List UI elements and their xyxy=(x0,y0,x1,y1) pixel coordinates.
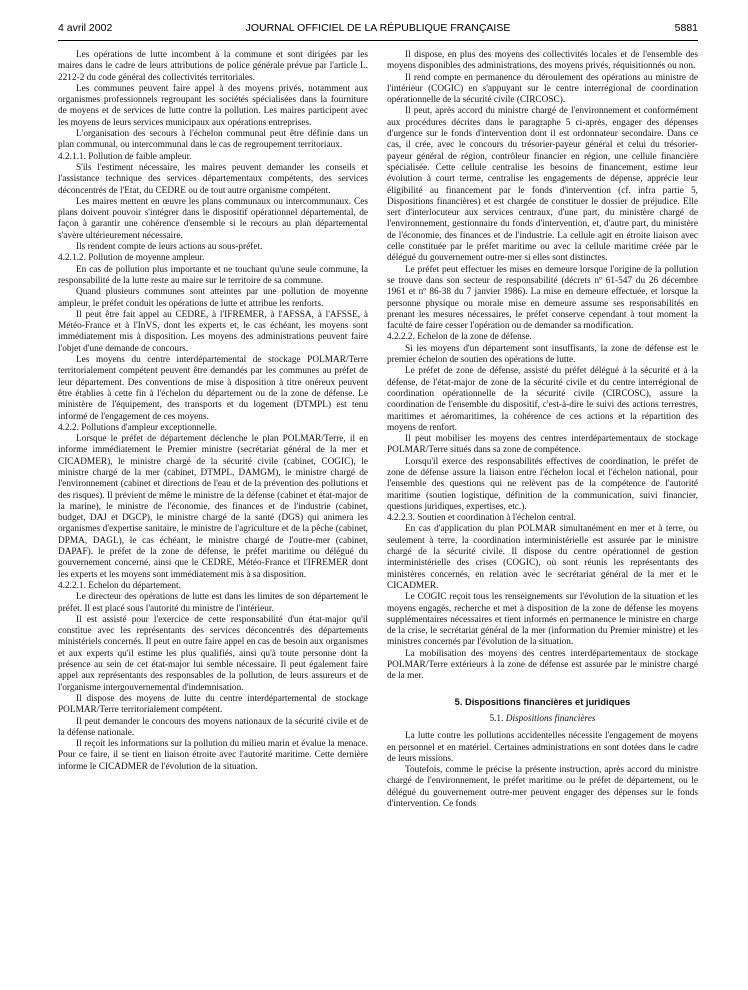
paragraph: Il dispose des moyens de lutte du centre interdépartemental de stockage POLMAR/Terre territorialement compétent. xyxy=(58,693,368,716)
paragraph: Il peut, après accord du ministre chargé de l'environnement et conformément aux procédures décrites dans le paragraphe 5 ci-après, engager des dépenses d'urgence sur le fonds d'intervention dont il est ordonnateur secondaire. Dans ce cas, il crée, avec le concours du trésorier-payeur général et celui du trésorier-payeur général de région, contrôleur financier en région, une cellule financière spécialisée. Cette cellule centralise les besoins de financement, estime leur évolution à court terme, centralise les engagements de dépense, apprécie leur éligibilité au financement par le fonds d'intervention (cf. infra partie 5, Dispositions financières) et est chargée de constituer le dossier de préjudice. Elle sert d'interlocuteur aux services centraux, d'une part, du ministère chargé de l'environnement, gestionnaire du fonds d'intervention, et, d'autre part, du ministère de l'économie, des finances et de l'industrie. La cellule agit en étroite liaison avec celle constituée par le préfet maritime ou avec la cellule maritime créée par le délégué du gouvernement outre-mer si elles sont distinctes. xyxy=(387,106,698,264)
paragraph: Il peut mobiliser les moyens des centres interdépartementaux de stockage POLMAR/Terre situés dans sa zone de compétence. xyxy=(387,434,698,456)
paragraph: Il reçoit les informations sur la pollution du milieu marin et évalue la menace. Pour ce faire, il se tient en liaison étroite avec l'autorité maritime. Cette dernière informe le CICADMER de l'évolution de la situation. xyxy=(58,739,368,772)
section-heading: 4.2.2.3. Soutien et coordination à l'échelon central. xyxy=(387,513,576,524)
subsection-number: 5.1. xyxy=(489,713,506,724)
paragraph: Lorsqu'il exerce des responsabilités effectives de coordination, le préfet de zone de défense assure la liaison entre l'échelon local et l'échelon national, pour l'ensemble des questions qui ne relèvent pas de la compétence de l'autorité maritime (soutien logistique, définition de la communication, suivi financier, questions juridiques, expertises, etc.). xyxy=(387,456,698,512)
paragraph: Le préfet peut effectuer les mises en demeure lorsque l'origine de la pollution se trouve dans son secteur de responsabilité (décrets nº 61-547 du 26 décembre 1961 et nº 86-38 du 7 janvier 1986). La mise en demeure effectuée, et lorsque la personne physique ou morale mise en demeure assume ses responsabilités en prenant les mesures nécessaires, le préfet conserve cependant à tout moment la faculté de faire cesser l'opération ou de demander sa modification. xyxy=(387,264,698,332)
paragraph: Lorsque le préfet de département déclenche le plan POLMAR/Terre, il en informe immédiatement le Premier ministre (secrétariat général de la mer et CICADMER), le ministre chargé de la sécurité civile (cabinet, COGIC), le ministre chargé de la mer (cabinet, DTMPL, DAMGM), le ministre chargé de l'environnement (cabinet et directions de l'eau et de la prévention des pollutions et des risques). Il prévient de même le ministre de la défense (cabinet et état-major de la marine), le ministre de l'économie, des finances et de l'industrie (cabinet, budget, DAJ et DGCP), le ministre chargé de la santé (DGS) qui animera les organismes d'expertise sanitaire, le ministre de l'agriculture et de la pêche (cabinet, DPMA, DAGL), le cas échéant, le ministre chargé de l'outre-mer (cabinet, DAPAF). le préfet de la zone de défense, le préfet maritime ou délégué du gouvernement concerné, ainsi que le CEDRE, Météo-France et l'IFREMER dont les experts et les moyens sont immédiatement mis à sa disposition. xyxy=(58,434,368,580)
paragraph: Quand plusieurs communes sont atteintes par une pollution de moyenne ampleur, le préfet conduit les opérations de lutte et attribue les renforts. xyxy=(58,287,368,309)
paragraph: Le COGIC reçoit tous les renseignements sur l'évolution de la situation et les moyens engagés, recherche et met à disposition de la zone de défense les moyens supplémentaires nécessaires et tient informés en permanence le ministre en charge de la crise, le secrétariat général de la mer (information du Premier ministre) et les ministres concernés par l'évolution de la situation. xyxy=(387,592,698,648)
paragraph: Il peut demander le concours des moyens nationaux de la sécurité civile et de la défense nationale. xyxy=(58,716,368,738)
paragraph: Les opérations de lutte incombent à la commune et sont dirigées par les maires dans le cadre de leurs attributions de police générale prévue par l'article L. 2212-2 du code général des collectivités territoriales. xyxy=(58,50,368,83)
page-header xyxy=(58,22,698,36)
header-rule xyxy=(58,40,698,41)
section-heading: 4.2.1.1. Pollution de faible ampleur. xyxy=(58,151,192,162)
left-column xyxy=(58,50,368,773)
paragraph: L'organisation des secours à l'échelon communal peut être définie dans un plan communal, ou intercommunal dans le cas de regroupement territoriaux. xyxy=(58,129,368,151)
section-heading: 4.2.1.2. Pollution de moyenne ampleur. xyxy=(58,253,205,264)
header-title: JOURNAL OFFICIEL DE LA RÉPUBLIQUE FRANÇAISE xyxy=(245,22,511,34)
paragraph: Toutefois, comme le précise la présente instruction, après accord du ministre chargé de l'environnement, le préfet maritime ou le préfet de département, ou le délégué du gouvernement outre-mer peuvent engager des dépenses sur le fonds d'intervention. Ce fonds xyxy=(387,765,698,809)
right-column xyxy=(387,50,698,810)
paragraph: S'ils l'estiment nécessaire, les maires peuvent demander les conseils et l'assistance technique des services départementaux compétents, des services déconcentrés de l'Etat, du CEDRE ou de tout autre organisme compétent. xyxy=(58,162,368,196)
header-date: 4 avril 2002 xyxy=(58,22,113,34)
paragraph: La lutte contre les pollutions accidentelles nécessite l'engagement de moyens en personnel et en matériel. Certaines administrations en sont dotées dans le cadre de leurs missions. xyxy=(387,731,698,764)
paragraph: Le directeur des opérations de lutte est dans les limites de son département le préfet. Il est placé sous l'autorité du ministre de l'intérieur. xyxy=(58,592,368,614)
section-heading: 4.2.2.2. Echelon de la zone de défense. xyxy=(387,332,532,343)
section-title: 5. Dispositions financières et juridiques xyxy=(454,696,631,707)
paragraph: Il est assisté pour l'exercice de cette responsabilité d'un état-major qu'il constitue avec les représentants des services déconcentrés des départements ministériels concernés. Il peut en outre faire appel en cas de besoin aux organismes et aux experts qu'il estime les plus qualifiés, ainsi qu'à toute personne dont la présence au sein de cet état-major lui semble nécessaire. Il peut également faire appel aux représentants des responsables de la pollution, de leurs assureurs et de l'organisme intergouvernemental d'indemnisation. xyxy=(58,614,368,693)
section-heading: 4.2.2.1. Echelon du département. xyxy=(58,580,181,591)
paragraph: Il peut être fait appel au CEDRE, à l'IFREMER, à l'AFSSA, à l'AFSSE, à Météo-France et à l'InVS, dont les experts et, le cas échéant, les moyens sont immédiatement mis à disposition. Les moyens des administrations peuvent faire l'objet d'une demande de concours. xyxy=(58,309,368,354)
paragraph: Les maires mettent en œuvre les plans communaux ou intercommunaux. Ces plans doivent pouvoir s'intégrer dans le dispositif opérationnel départemental, de façon à garantir une cohérence d'ensemble si le recours au plan départemental s'avère ultérieurement nécessaire. xyxy=(58,196,368,241)
paragraph: Les communes peuvent faire appel à des moyens privés, notamment aux organismes professionnels regroupant les sociétés spécialisées dans la fourniture de moyens et de services de lutte contre la pollution. Les maires participent avec les moyens de leurs services municipaux aux opérations entreprises. xyxy=(58,83,368,128)
paragraph: Le préfet de zone de défense, assisté du préfet délégué à la sécurité et à la défense, de l'état-major de zone de la sécurité civile et du centre interrégional de coordination opérationnelle de la sécurité civile (CIRCOSC), assure la coordination de l'ensemble du dispositif, c'est-à-dire le suivi des actions terrestres, maritimes et aéromaritimes, la cohérence de ces actions et la répartition des moyens de renfort. xyxy=(387,366,698,433)
section-heading: 4.2.2. Pollutions d'ampleur exceptionnelle. xyxy=(58,422,217,433)
paragraph: Les moyens du centre interdépartemental de stockage POLMAR/Terre territorialement compétent peuvent être demandés par les communes au préfet de leur département. Des conventions de mise à disposition à titre onéreux peuvent être établies à cette fin à l'échelon du département ou de la zone de défense. Le ministère de l'équipement, des transports et du logement (DTMPL) est tenu informé de l'engagement de ces moyens. xyxy=(58,355,368,422)
paragraph: La mobilisation des moyens des centres interdépartementaux de stockage POLMAR/Terre extérieurs à la zone de défense est assurée par le ministre chargé de la mer. xyxy=(387,648,698,682)
paragraph: Ils rendent compte de leurs actions au sous-préfet. xyxy=(76,242,263,253)
paragraph: Il dispose, en plus des moyens des collectivités locales et de l'ensemble des moyens disponibles des administrations, des moyens privés, réquisitionnés ou non. xyxy=(387,50,698,72)
paragraph: En cas d'application du plan POLMAR simultanément en mer et à terre, ou seulement à terre, la coordination interministérielle est assurée par le ministre chargé de la sécurité civile. Il dispose du centre opérationnel de gestion interministérielle des crises (COGIC), où sont réunis les représentants des ministères concernés, en relation avec le secrétariat général de la mer et le CICADMER. xyxy=(387,524,698,591)
paragraph: En cas de pollution plus importante et ne touchant qu'une seule commune, la responsabilité de la lutte reste au maire sur le territoire de sa commune. xyxy=(58,264,368,286)
subsection-label: Dispositions financières xyxy=(505,713,596,724)
header-page-number: 5881 xyxy=(674,22,698,34)
subsection-title xyxy=(387,714,698,725)
paragraph: Si les moyens d'un département sont insuffisants, la zone de défense est le premier échelon de soutien des opérations de lutte. xyxy=(387,343,698,366)
paragraph: Il rend compte en permanence du déroulement des opérations au ministre de l'intérieur (COGIC) en s'appuyant sur le centre interrégional de coordination opérationnelle de la sécurité civile (CIRCOSC). xyxy=(387,72,698,106)
